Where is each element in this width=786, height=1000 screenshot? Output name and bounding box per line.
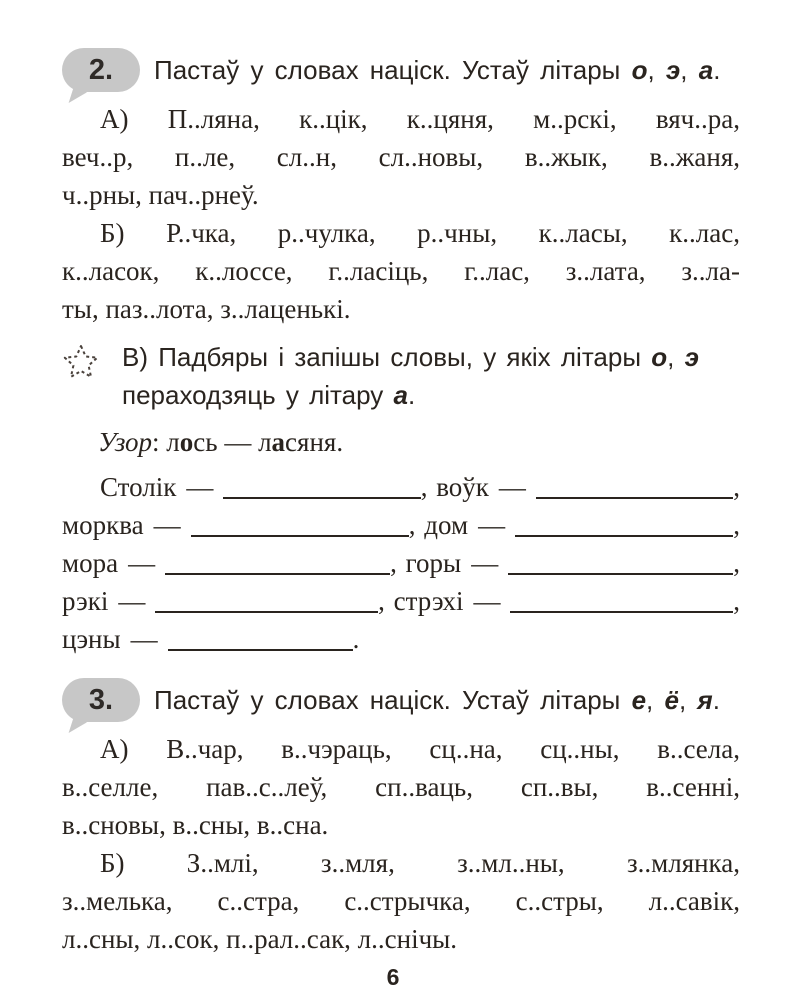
exercise-2-part-b — [62, 214, 740, 328]
word-part: сяня. — [285, 427, 344, 457]
exercise-number-bubble — [62, 48, 140, 92]
exercise-3-task — [154, 678, 740, 722]
exercise-3-header — [62, 678, 740, 722]
stressed-letter: о — [179, 427, 194, 457]
text-line: А) В..чар, в..чэраць, сц..на, сц..ны, в..села, — [100, 734, 740, 764]
exercise-3-part-b — [62, 844, 740, 958]
star-icon — [62, 338, 122, 414]
separator: , — [678, 685, 698, 715]
page-footer — [0, 964, 786, 991]
fill-word: цэны — [62, 624, 121, 654]
page-number: 6 — [386, 964, 400, 990]
word-part: сь — [193, 427, 218, 457]
dash: — — [128, 548, 156, 578]
fill-word: Столік — [100, 472, 177, 502]
sample-label: Узор — [98, 427, 152, 457]
fill-blank — [168, 649, 353, 651]
text-line: Б) Р..чка, р..чулка, р..чны, к..ласы, к..лас, — [100, 218, 740, 248]
dash: — — [217, 427, 259, 457]
fill-row — [62, 468, 740, 506]
text-line: ч..рны, пач..рнеў. — [62, 180, 259, 210]
separator: , — [647, 55, 666, 85]
punctuation: , — [733, 548, 740, 578]
punctuation: , — [733, 586, 740, 616]
exercise-2-task — [154, 48, 740, 92]
fill-row — [62, 620, 740, 658]
letter-option: э — [665, 55, 681, 85]
fill-blank — [155, 611, 378, 613]
punctuation: , — [733, 472, 740, 502]
letter-option: а — [393, 380, 408, 410]
star-task-text — [122, 338, 740, 414]
fill-row — [62, 506, 740, 544]
stressed-letter: а — [271, 427, 286, 457]
text-line: Б) З..млі, з..мля, з..мл..ны, з..млянка, — [100, 848, 740, 878]
fill-word: рэкі — [62, 586, 109, 616]
exercise-2-header — [62, 48, 740, 92]
letter-option: я — [697, 685, 713, 715]
fill-blank — [165, 573, 390, 575]
fill-blank — [508, 573, 733, 575]
separator: , — [378, 586, 392, 616]
fill-blank — [510, 611, 733, 613]
fill-word: мора — [62, 548, 119, 578]
fill-row — [62, 582, 740, 620]
task-text: В) Падбяры і запішы словы, у якіх літары — [122, 342, 652, 372]
dash: — — [153, 510, 181, 540]
text-line: веч..р, п..ле, сл..н, сл..новы, в..жык, в..жаня, — [62, 142, 740, 172]
letter-option: а — [698, 55, 714, 85]
punctuation: . — [352, 624, 360, 654]
letter-option: э — [684, 342, 699, 372]
text-line: в..сновы, в..сны, в..сна. — [62, 810, 329, 840]
fill-word: горы — [405, 548, 462, 578]
period: . — [408, 380, 416, 410]
fill-in-section — [62, 468, 740, 658]
fill-word: дом — [424, 510, 469, 540]
fill-blank — [515, 535, 733, 537]
colon: : — [152, 427, 167, 457]
letter-option: ё — [664, 685, 679, 715]
letter-option: о — [631, 55, 648, 85]
exercise-number: 3. — [88, 683, 114, 716]
separator: , — [667, 342, 685, 372]
fill-row — [62, 544, 740, 582]
fill-blank — [223, 497, 420, 499]
text-line: з..мелька, с..стра, с..стрычка, с..стры, л..савік, — [62, 886, 740, 916]
letter-option: о — [651, 342, 668, 372]
separator: , — [408, 510, 423, 540]
fill-word: стрэхі — [393, 586, 464, 616]
letter-option: е — [631, 685, 647, 715]
period: . — [712, 685, 720, 715]
dash: — — [498, 472, 526, 502]
text-line: к..ласок, к..лоссе, г..ласіць, г..лас, з..лата, з..ла- — [62, 256, 740, 286]
exercise-2-part-a — [62, 100, 740, 214]
separator: , — [420, 472, 435, 502]
fill-word: морква — [62, 510, 144, 540]
task-text: пераходзяць у літару — [122, 380, 394, 410]
dash: — — [478, 510, 506, 540]
dash: — — [473, 586, 501, 616]
text-line: А) П..ляна, к..цік, к..цяня, м..рскі, вяч..ра, — [100, 104, 740, 134]
separator: , — [390, 548, 404, 578]
dash: — — [471, 548, 499, 578]
fill-word: воўк — [436, 472, 489, 502]
dash: — — [118, 586, 146, 616]
task-text: Пастаў у словах націск. Устаў літары — [154, 685, 632, 715]
word-part: л — [258, 427, 272, 457]
sample-line — [62, 422, 740, 462]
word-part: л — [166, 427, 180, 457]
text-line: в..селле, пав..с..леў, сп..ваць, сп..вы, в..сенні, — [62, 772, 740, 802]
separator: , — [646, 685, 665, 715]
star-task-block — [62, 338, 740, 414]
fill-blank — [536, 497, 733, 499]
text-line: ты, паз..лота, з..лаценькі. — [62, 294, 351, 324]
exercise-3-part-a — [62, 730, 740, 844]
dash: — — [130, 624, 158, 654]
exercise-number: 2. — [88, 53, 114, 86]
task-text: Пастаў у словах націск. Устаў літары — [154, 55, 632, 85]
punctuation: , — [733, 510, 740, 540]
dash: — — [186, 472, 214, 502]
period: . — [713, 55, 721, 85]
text-line: л..сны, л..сок, п..рал..сак, л..снічы. — [62, 924, 458, 954]
fill-blank — [191, 535, 409, 537]
separator: , — [680, 55, 699, 85]
exercise-number-bubble — [62, 678, 140, 722]
